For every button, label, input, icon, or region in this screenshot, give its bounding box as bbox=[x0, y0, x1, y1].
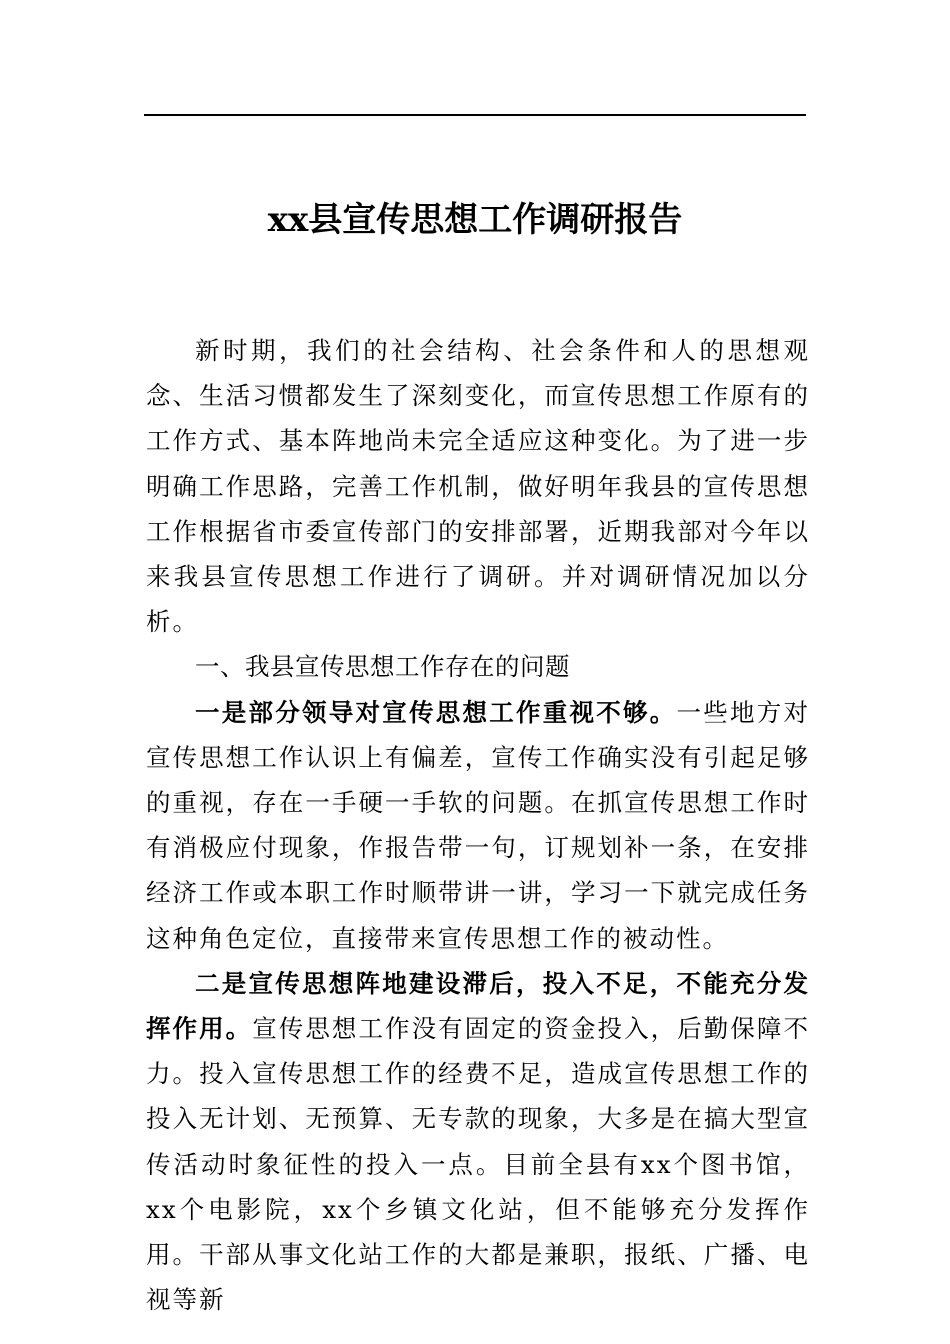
document-title: xx县宣传思想工作调研报告 bbox=[267, 200, 683, 240]
intro-paragraph: 新时期，我们的社会结构、社会条件和人的思想观念、生活习惯都发生了深刻变化，而宣传思想工作原有的工作方式、基本阵地尚未完全适应这种变化。为了进一步明确工作思路，完善工作机制，做好明年我县的宣传思想工作根据省市委宣传部门的安排部署，近期我部对今年以来我县宣传思想工作进行了调研。并对调研情况加以分析。 bbox=[146, 336, 810, 637]
point-one-text: 一些地方对宣传思想工作认识上有偏差，宣传工作确实没有引起足够的重视，存在一手硬一手软的问题。在抓宣传思想工作时有消极应付现象，作报告带一句，订规划补一条，在安排经济工作或本职工作时顺带讲一讲，学习一下就完成任务这种角色定位，直接带来宣传思想工作的被动性。 bbox=[146, 697, 810, 953]
point-two-lead: 二是宣传思想阵地建设滞后，投入不足，不能充分发挥作用。 bbox=[146, 968, 810, 1044]
header-rule bbox=[144, 114, 806, 116]
document-body bbox=[146, 328, 810, 1322]
point-two-paragraph bbox=[146, 961, 810, 1323]
point-one-lead: 一是部分领导对宣传思想工作重视不够。 bbox=[195, 697, 677, 727]
section-heading: 一、我县宣传思想工作存在的问题 bbox=[195, 652, 570, 682]
point-one-paragraph bbox=[146, 690, 810, 961]
point-two-text: 宣传思想工作没有固定的资金投入，后勤保障不力。投入宣传思想工作的经费不足，造成宣传思想工作的投入无计划、无预算、无专款的现象，大多是在搞大型宣传活动时象征性的投入一点。目前全县有xx个图书馆，xx个电影院，xx个乡镇文化站，但不能够充分发挥作用。干部从事文化站工作的大都是兼职，报纸、广播、电视等新 bbox=[146, 1014, 810, 1315]
